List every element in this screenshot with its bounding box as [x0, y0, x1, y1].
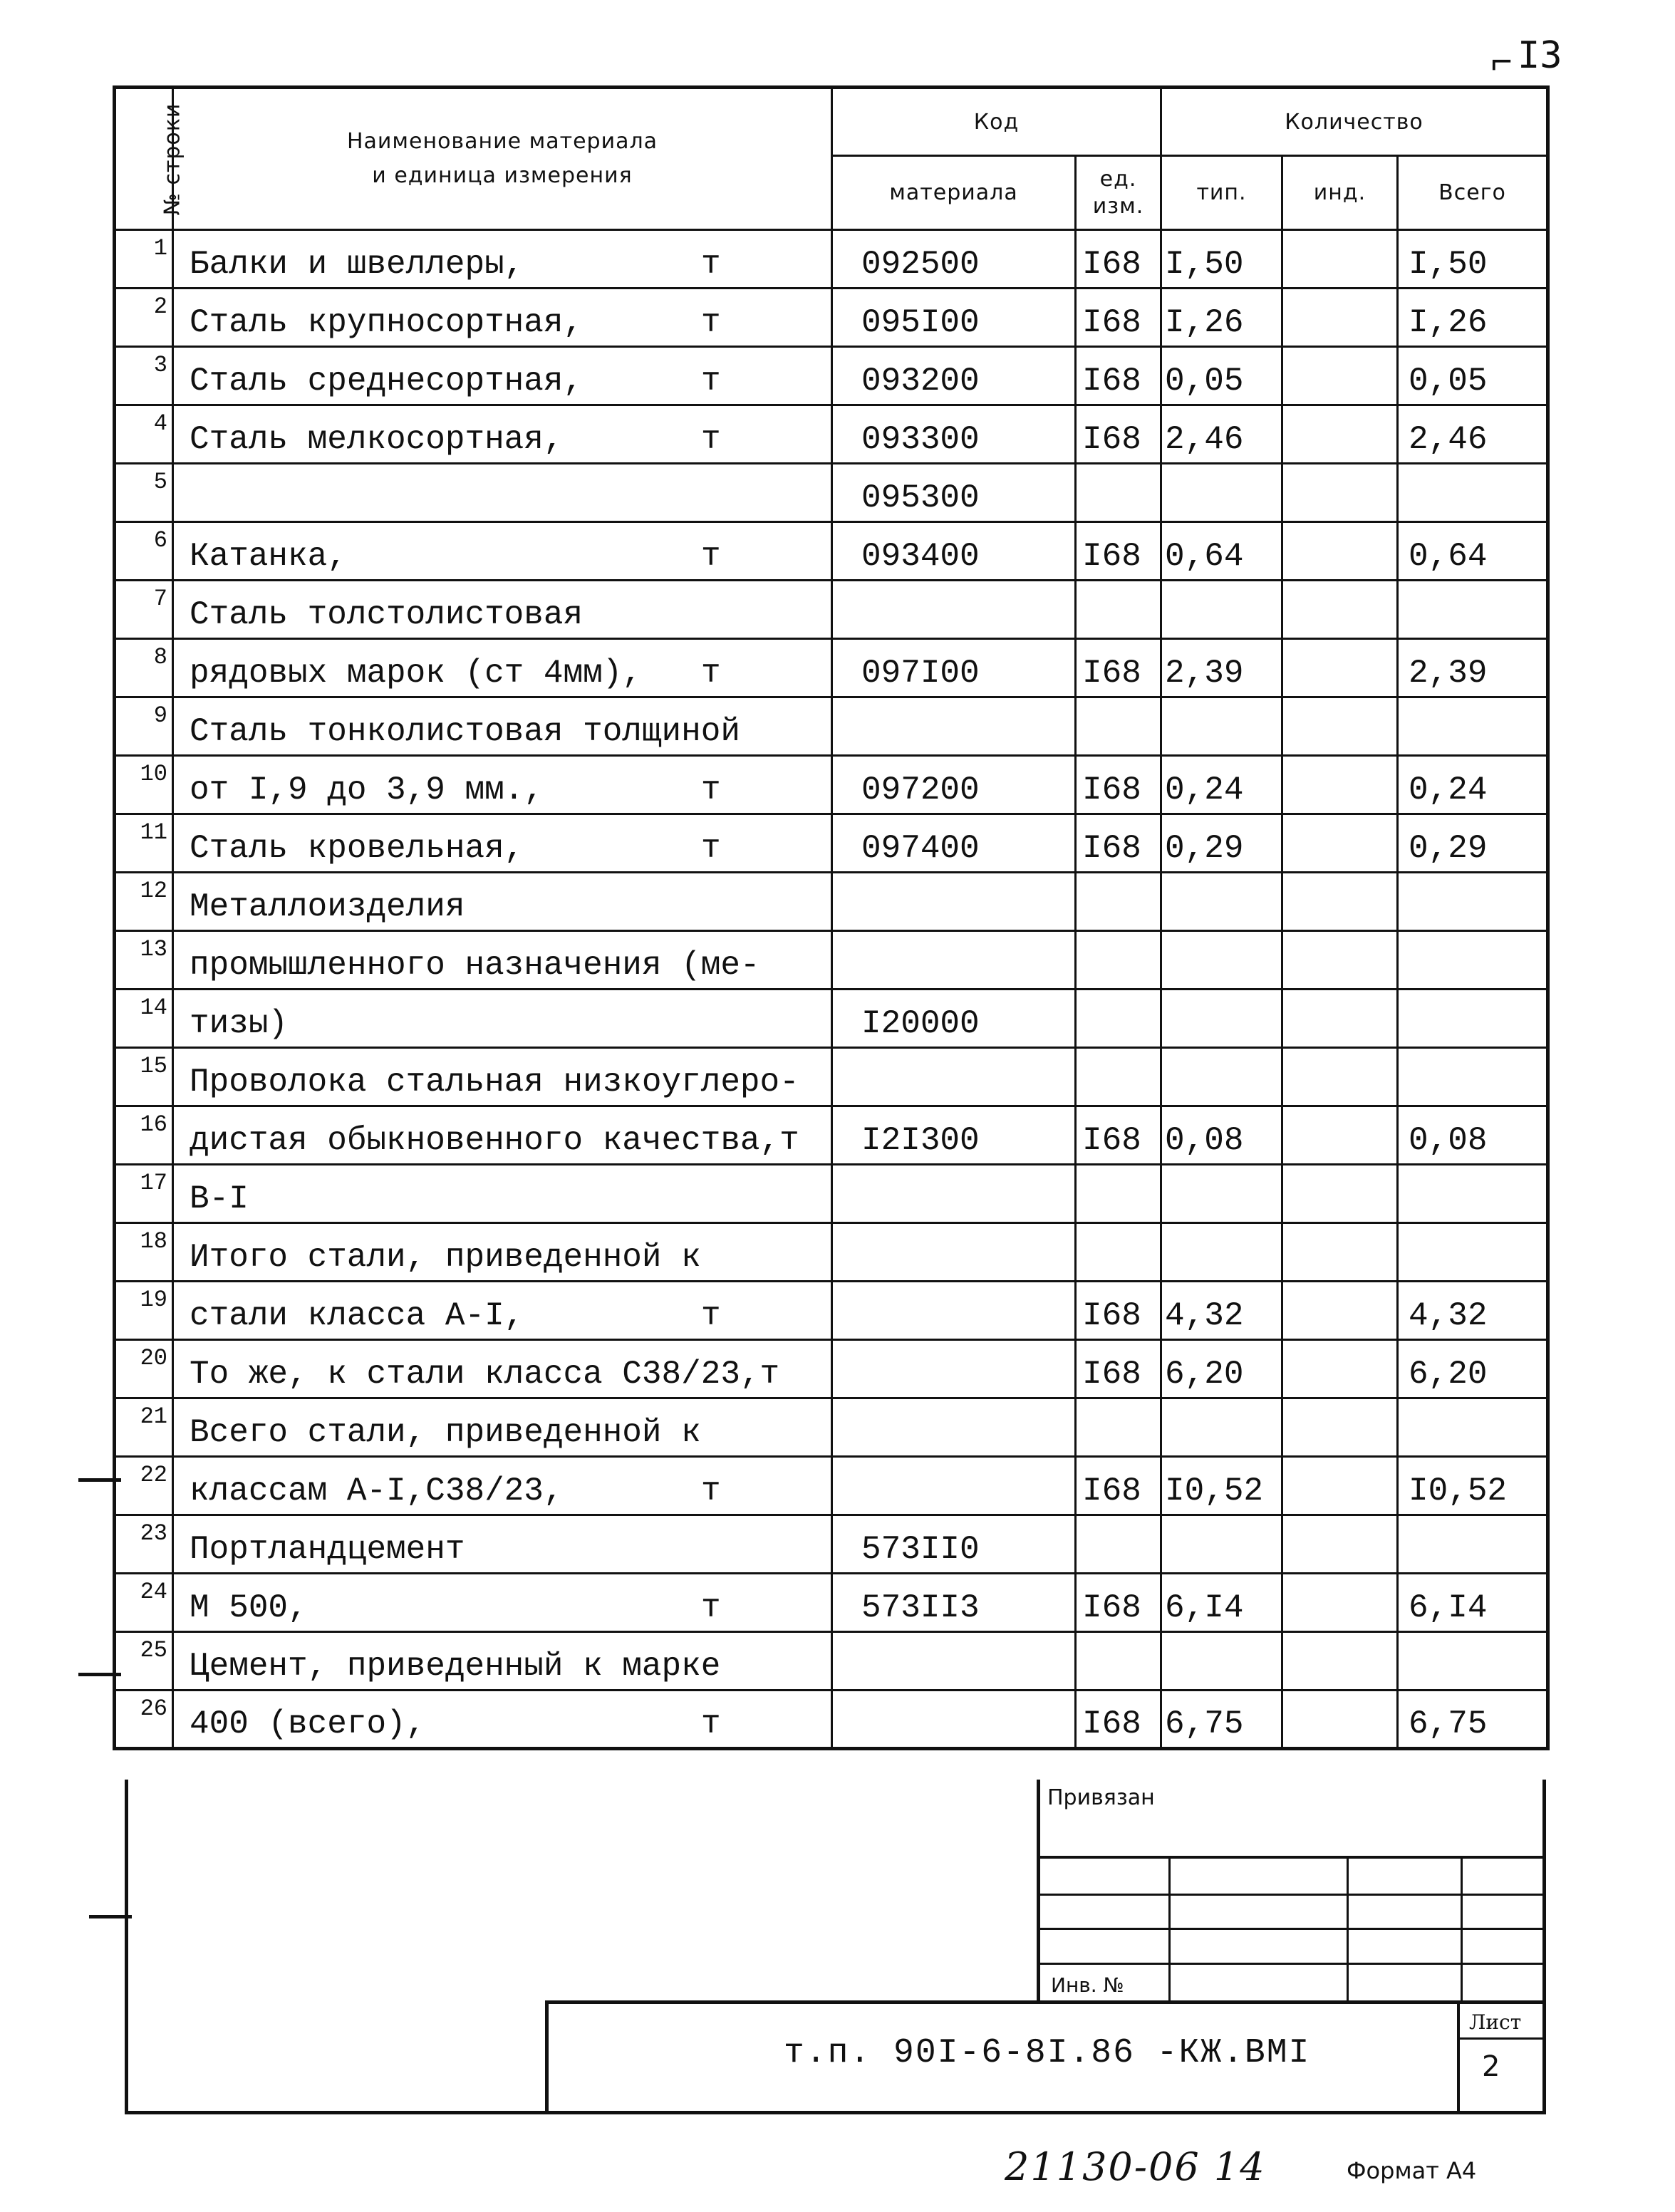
qty-typ: 0,08 [1161, 1106, 1282, 1165]
row-number: 17 [115, 1165, 173, 1223]
sheet-number: 2 [1482, 2050, 1500, 2083]
material-name [173, 990, 832, 1048]
unit-code: I68 [1076, 1106, 1161, 1165]
qty-total [1398, 1223, 1548, 1282]
archive-number: 21130-06 14 [1005, 2144, 1266, 2189]
table-row [115, 756, 1548, 814]
material-code [832, 697, 1076, 756]
row-number: 13 [115, 931, 173, 990]
header-material-name: Наименование материала и единица измерения [173, 88, 832, 230]
material-code [832, 1632, 1076, 1691]
material-name [173, 1106, 832, 1165]
unit-word: т [701, 421, 721, 458]
qty-ind [1282, 1457, 1398, 1515]
unit-code [1076, 464, 1161, 522]
table-row [115, 1632, 1548, 1691]
qty-typ [1161, 931, 1282, 990]
material-name [173, 814, 832, 873]
unit-code: I68 [1076, 289, 1161, 347]
material-name-text: промышленного назначения (ме- [190, 947, 760, 984]
unit-word: т [701, 1589, 721, 1626]
table-row [115, 522, 1548, 581]
material-code [832, 1223, 1076, 1282]
material-name [173, 1398, 832, 1457]
material-code [832, 1457, 1076, 1515]
qty-typ: I,26 [1161, 289, 1282, 347]
table-row [115, 1515, 1548, 1574]
margin-tick [78, 1673, 121, 1676]
privyazan-label: Привязан [1047, 1785, 1155, 1810]
material-code: 095300 [832, 464, 1076, 522]
material-code [832, 1048, 1076, 1106]
qty-total [1398, 1632, 1548, 1691]
material-name [173, 1515, 832, 1574]
row-number: 8 [115, 639, 173, 697]
qty-typ: I,50 [1161, 230, 1282, 289]
table-row [115, 464, 1548, 522]
table-row [115, 1398, 1548, 1457]
unit-code [1076, 1048, 1161, 1106]
qty-ind [1282, 990, 1398, 1048]
unit-code: I68 [1076, 1574, 1161, 1632]
header-qty-total: Всего [1398, 156, 1548, 230]
qty-ind [1282, 1282, 1398, 1340]
table-row [115, 931, 1548, 990]
table-row [115, 405, 1548, 464]
table-row [115, 289, 1548, 347]
stamp-line [1347, 1856, 1349, 2002]
table-row [115, 1340, 1548, 1398]
row-number: 1 [115, 230, 173, 289]
material-name-text: Портландцемент [190, 1531, 465, 1568]
privyazan-box [1037, 1780, 1546, 2002]
unit-word: т [701, 830, 721, 867]
qty-ind [1282, 1106, 1398, 1165]
material-name [173, 1223, 832, 1282]
qty-typ [1161, 1165, 1282, 1223]
header-code-material: материала [832, 156, 1076, 230]
unit-code: I68 [1076, 405, 1161, 464]
unit-code: I68 [1076, 1282, 1161, 1340]
qty-typ [1161, 581, 1282, 639]
material-name-text: от I,9 до 3,9 мм., [190, 772, 544, 809]
qty-typ: 6,75 [1161, 1691, 1282, 1749]
qty-total [1398, 873, 1548, 931]
qty-total [1398, 464, 1548, 522]
unit-code [1076, 931, 1161, 990]
unit-code: I68 [1076, 814, 1161, 873]
row-number: 10 [115, 756, 173, 814]
row-number: 24 [115, 1574, 173, 1632]
qty-typ [1161, 1048, 1282, 1106]
document-code: т.п. 90I-6-8I.86 -КЖ.ВМI [784, 2034, 1311, 2072]
stamp-line [545, 2000, 549, 2114]
qty-total [1398, 697, 1548, 756]
unit-code [1076, 697, 1161, 756]
material-name-text: дистая обыкновенного качества,т [190, 1122, 799, 1159]
row-number: 12 [115, 873, 173, 931]
stamp-line [1040, 1963, 1546, 1965]
qty-ind [1282, 931, 1398, 990]
header-qty-typ: тип. [1161, 156, 1282, 230]
qty-ind [1282, 522, 1398, 581]
material-name [173, 464, 832, 522]
corner-tick-mark: ⌐ [1490, 43, 1513, 85]
material-name-text: Металлоизделия [190, 888, 465, 925]
unit-word: т [701, 304, 721, 341]
table-row [115, 639, 1548, 697]
qty-total: 6,75 [1398, 1691, 1548, 1749]
qty-total: I,50 [1398, 230, 1548, 289]
material-name [173, 1165, 832, 1223]
row-number: 11 [115, 814, 173, 873]
row-number: 21 [115, 1398, 173, 1457]
material-code: 097200 [832, 756, 1076, 814]
material-name [173, 1691, 832, 1749]
material-code [832, 1282, 1076, 1340]
margin-tick [78, 1478, 121, 1482]
material-code: 097I00 [832, 639, 1076, 697]
table-row [115, 1165, 1548, 1223]
qty-ind [1282, 697, 1398, 756]
unit-word: т [701, 538, 721, 575]
material-name-text: Сталь тонколистовая толщиной [190, 713, 740, 750]
material-code [832, 1165, 1076, 1223]
qty-typ: 2,39 [1161, 639, 1282, 697]
qty-ind [1282, 289, 1398, 347]
table-row [115, 814, 1548, 873]
row-number: 7 [115, 581, 173, 639]
qty-ind [1282, 814, 1398, 873]
qty-total: 2,39 [1398, 639, 1548, 697]
unit-word: т [701, 1297, 721, 1334]
material-name [173, 931, 832, 990]
qty-ind [1282, 347, 1398, 405]
qty-typ: 6,I4 [1161, 1574, 1282, 1632]
row-number: 19 [115, 1282, 173, 1340]
qty-total: 0,29 [1398, 814, 1548, 873]
unit-code [1076, 873, 1161, 931]
material-name [173, 289, 832, 347]
qty-ind [1282, 1398, 1398, 1457]
row-number: 9 [115, 697, 173, 756]
qty-ind [1282, 405, 1398, 464]
qty-ind [1282, 581, 1398, 639]
qty-ind [1282, 1340, 1398, 1398]
qty-ind [1282, 1632, 1398, 1691]
row-number: 5 [115, 464, 173, 522]
qty-total [1398, 1048, 1548, 1106]
qty-total: I0,52 [1398, 1457, 1548, 1515]
material-name [173, 697, 832, 756]
qty-ind [1282, 1048, 1398, 1106]
material-name-text: классам А-I,С38/23, [190, 1473, 564, 1510]
unit-word: т [701, 1473, 721, 1510]
unit-word: т [701, 246, 721, 283]
row-number: 4 [115, 405, 173, 464]
material-name-text: Цемент, приведенный к марке [190, 1648, 721, 1685]
row-number: 22 [115, 1457, 173, 1515]
material-code [832, 931, 1076, 990]
material-name [173, 1048, 832, 1106]
table-row [115, 697, 1548, 756]
unit-word: т [701, 363, 721, 400]
qty-total: 0,08 [1398, 1106, 1548, 1165]
unit-code [1076, 1165, 1161, 1223]
row-number: 18 [115, 1223, 173, 1282]
qty-total [1398, 931, 1548, 990]
qty-total [1398, 1515, 1548, 1574]
stamp-line [1040, 1928, 1546, 1930]
unit-code [1076, 581, 1161, 639]
unit-word: т [701, 655, 721, 692]
material-code: I2I300 [832, 1106, 1076, 1165]
qty-total [1398, 990, 1548, 1048]
sheet-label: Лист [1469, 2010, 1522, 2034]
material-name-text: Сталь мелкосортная, [190, 421, 564, 458]
material-name-text: тизы) [190, 1005, 289, 1042]
table-row [115, 1691, 1548, 1749]
unit-code: I68 [1076, 1340, 1161, 1398]
inventory-number-label: Инв. № [1051, 1973, 1124, 1997]
table-body [115, 230, 1548, 1749]
material-code: 093200 [832, 347, 1076, 405]
margin-tick [89, 1915, 132, 1918]
material-name-text: Сталь толстолистовая [190, 596, 584, 633]
material-code [832, 873, 1076, 931]
qty-typ [1161, 1398, 1282, 1457]
qty-typ [1161, 990, 1282, 1048]
material-name-text: 400 (всего), [190, 1705, 426, 1743]
qty-total [1398, 581, 1548, 639]
header-row-number: № строки [115, 88, 173, 230]
material-name-text: В-I [190, 1180, 249, 1217]
unit-code: I68 [1076, 1691, 1161, 1749]
unit-code: I68 [1076, 522, 1161, 581]
material-name-text: стали класса А-I, [190, 1297, 524, 1334]
unit-word: т [701, 1705, 721, 1743]
row-number: 25 [115, 1632, 173, 1691]
header-code-group: Код [832, 88, 1161, 156]
material-code: 097400 [832, 814, 1076, 873]
row-number: 23 [115, 1515, 173, 1574]
qty-ind [1282, 464, 1398, 522]
material-code [832, 1340, 1076, 1398]
material-code: 573II0 [832, 1515, 1076, 1574]
material-code: 092500 [832, 230, 1076, 289]
qty-total: 0,24 [1398, 756, 1548, 814]
qty-typ: 0,29 [1161, 814, 1282, 873]
material-code: 095I00 [832, 289, 1076, 347]
table-row [115, 1282, 1548, 1340]
qty-typ: 6,20 [1161, 1340, 1282, 1398]
qty-ind [1282, 1515, 1398, 1574]
stamp-line [1040, 1894, 1546, 1896]
material-name-text: М 500, [190, 1589, 308, 1626]
material-name [173, 405, 832, 464]
qty-total: I,26 [1398, 289, 1548, 347]
table-row [115, 347, 1548, 405]
material-name-text: Балки и швеллеры, [190, 246, 524, 283]
material-name-text: Сталь крупносортная, [190, 304, 584, 341]
material-name-text: Итого стали, приведенной к [190, 1239, 701, 1276]
qty-ind [1282, 1691, 1398, 1749]
qty-typ: 4,32 [1161, 1282, 1282, 1340]
qty-typ: 0,05 [1161, 347, 1282, 405]
table-row [115, 1223, 1548, 1282]
qty-typ: I0,52 [1161, 1457, 1282, 1515]
material-name-text: Катанка, [190, 538, 347, 575]
material-code [832, 1691, 1076, 1749]
material-name-text: Сталь кровельная, [190, 830, 524, 867]
unit-code [1076, 1223, 1161, 1282]
material-name [173, 1574, 832, 1632]
stamp-line [1168, 1856, 1171, 2002]
qty-typ: 0,24 [1161, 756, 1282, 814]
qty-ind [1282, 1165, 1398, 1223]
row-number: 6 [115, 522, 173, 581]
row-number: 3 [115, 347, 173, 405]
page-number: I3 [1518, 34, 1562, 77]
qty-ind [1282, 873, 1398, 931]
unit-code [1076, 990, 1161, 1048]
material-name [173, 873, 832, 931]
table-row [115, 873, 1548, 931]
material-name [173, 581, 832, 639]
qty-total: 0,64 [1398, 522, 1548, 581]
stamp-line [1461, 1856, 1463, 2002]
row-number: 2 [115, 289, 173, 347]
material-code: 573II3 [832, 1574, 1076, 1632]
table-row [115, 581, 1548, 639]
unit-code: I68 [1076, 1457, 1161, 1515]
material-name-text: Всего стали, приведенной к [190, 1414, 701, 1451]
qty-ind [1282, 756, 1398, 814]
qty-typ [1161, 697, 1282, 756]
unit-code [1076, 1632, 1161, 1691]
table-row [115, 1106, 1548, 1165]
header-quantity-group: Количество [1161, 88, 1548, 156]
row-number: 26 [115, 1691, 173, 1749]
row-number: 14 [115, 990, 173, 1048]
material-code: 093400 [832, 522, 1076, 581]
unit-code: I68 [1076, 756, 1161, 814]
qty-ind [1282, 230, 1398, 289]
stamp-line [1457, 2000, 1460, 2114]
qty-total: 6,I4 [1398, 1574, 1548, 1632]
material-name [173, 230, 832, 289]
unit-code: I68 [1076, 230, 1161, 289]
material-code: 093300 [832, 405, 1076, 464]
material-name-text: Проволока стальная низкоуглеро- [190, 1064, 799, 1101]
qty-typ: 2,46 [1161, 405, 1282, 464]
material-name [173, 1457, 832, 1515]
material-name [173, 1340, 832, 1398]
material-name [173, 1632, 832, 1691]
material-name-text: Сталь среднесортная, [190, 363, 584, 400]
qty-ind [1282, 1574, 1398, 1632]
qty-typ [1161, 1632, 1282, 1691]
table-row [115, 230, 1548, 289]
qty-total [1398, 1398, 1548, 1457]
materials-table [113, 85, 1550, 1750]
material-name [173, 1282, 832, 1340]
qty-typ [1161, 1515, 1282, 1574]
qty-ind [1282, 1223, 1398, 1282]
stamp-line [545, 2000, 1546, 2004]
qty-total: 0,05 [1398, 347, 1548, 405]
qty-total [1398, 1165, 1548, 1223]
header-qty-ind: инд. [1282, 156, 1398, 230]
table-row [115, 1574, 1548, 1632]
table-row [115, 1048, 1548, 1106]
table-row [115, 1457, 1548, 1515]
format-label: Формат А4 [1347, 2157, 1477, 2184]
row-number: 15 [115, 1048, 173, 1106]
unit-code [1076, 1515, 1161, 1574]
stamp-line [1040, 1856, 1546, 1859]
material-name [173, 522, 832, 581]
material-code [832, 1398, 1076, 1457]
qty-total: 4,32 [1398, 1282, 1548, 1340]
unit-code: I68 [1076, 639, 1161, 697]
row-number: 20 [115, 1340, 173, 1398]
qty-typ [1161, 464, 1282, 522]
qty-ind [1282, 639, 1398, 697]
unit-code [1076, 1398, 1161, 1457]
material-code [832, 581, 1076, 639]
table-row [115, 990, 1548, 1048]
material-name [173, 639, 832, 697]
qty-typ [1161, 1223, 1282, 1282]
qty-total: 6,20 [1398, 1340, 1548, 1398]
stamp-line [1457, 2037, 1546, 2040]
material-name [173, 756, 832, 814]
row-number: 16 [115, 1106, 173, 1165]
header-code-unit: ед. изм. [1076, 156, 1161, 230]
material-name [173, 347, 832, 405]
qty-total: 2,46 [1398, 405, 1548, 464]
qty-typ: 0,64 [1161, 522, 1282, 581]
material-name-text: рядовых марок (ст 4мм), [190, 655, 642, 692]
material-name-text: То же, к стали класса С38/23,т [190, 1356, 780, 1393]
qty-typ [1161, 873, 1282, 931]
unit-word: т [701, 772, 721, 809]
material-code: I20000 [832, 990, 1076, 1048]
unit-code: I68 [1076, 347, 1161, 405]
